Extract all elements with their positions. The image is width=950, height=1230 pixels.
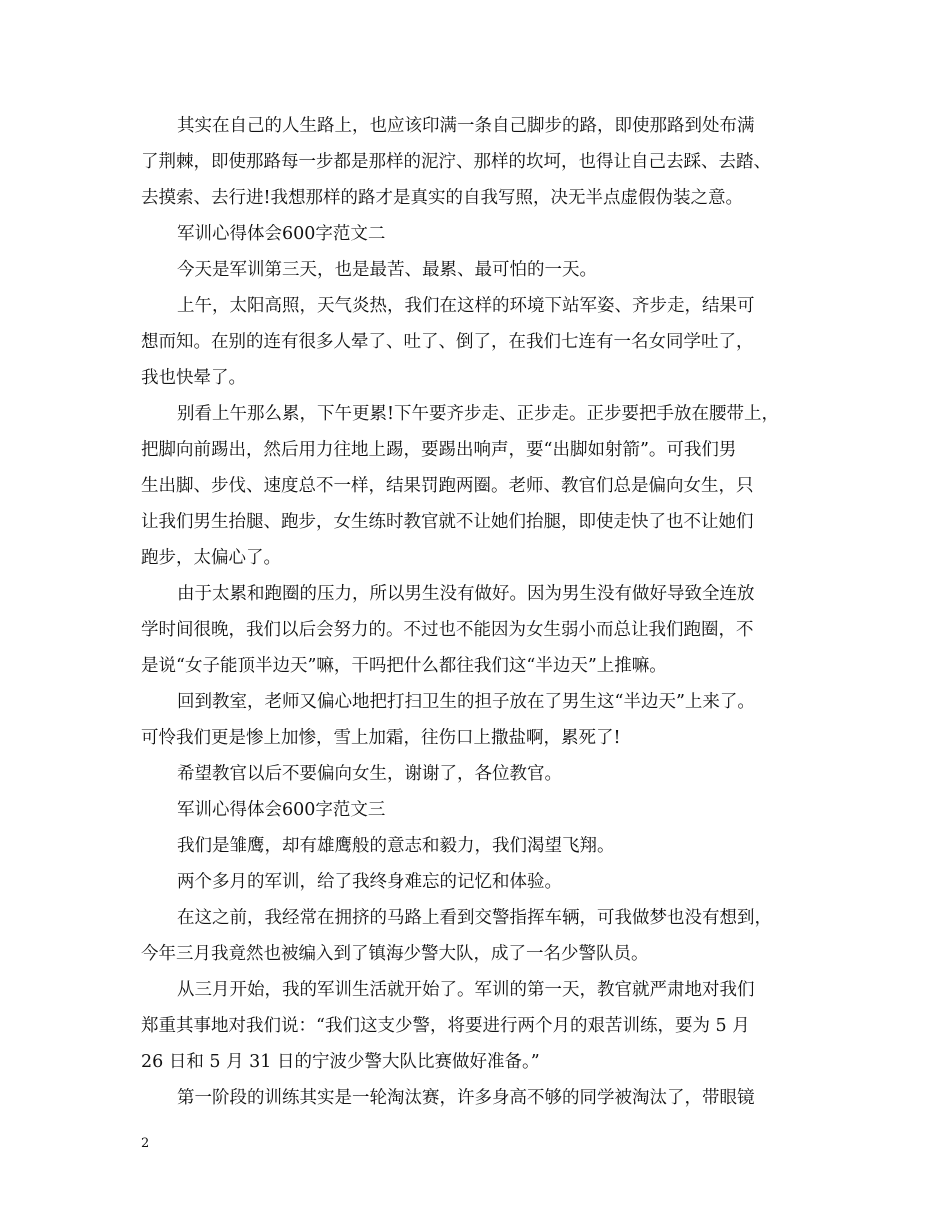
paragraph-line: 在这之前，我经常在拥挤的马路上看到交警指挥车辆，可我做梦也没有想到， [177,908,772,928]
paragraph-line: 第一阶段的训练其实是一轮淘汰赛，许多身高不够的同学被淘汰了，带眼镜 [177,1088,755,1108]
paragraph-line: 我们是雏鹰，却有雄鹰般的意志和毅力，我们渴望飞翔。 [177,836,615,856]
paragraph-line: 让我们男生抬腿、跑步，女生练时教官就不让她们抬腿，即使走快了也不让她们 [141,512,754,532]
paragraph-line: 跑步，太偏心了。 [141,548,281,568]
paragraph-line: 今年三月我竟然也被编入到了镇海少警大队，成了一名少警队员。 [141,944,649,964]
paragraph-line: 郑重其事地对我们说：“我们这支少警，将要进行两个月的艰苦训练，要为 5 月 [141,1016,750,1036]
paragraph-line: 别看上午那么累，下午更累!下午要齐步走、正步走。正步要把手放在腰带上， [177,404,780,424]
paragraph-line: 26 日和 5 月 31 日的宁波少警大队比赛做好准备。” [141,1052,540,1072]
paragraph-line: 由于太累和跑圈的压力，所以男生没有做好。因为男生没有做好导致全连放 [177,584,755,604]
paragraph-line: 是说“女子能顶半边天”嘛，干吗把什么都往我们这“半边天”上推嘛。 [141,656,667,676]
section-heading: 军训心得体会600字范文二 [177,224,386,244]
paragraph-line: 生出脚、步伐、速度总不一样，结果罚跑两圈。老师、教官们总是偏向女生，只 [141,476,754,496]
paragraph-line: 我也快晕了。 [141,368,246,388]
paragraph-line: 学时间很晚，我们以后会努力的。不过也不能因为女生弱小而总让我们跑圈，不 [141,620,754,640]
paragraph-line: 其实在自己的人生路上，也应该印满一条自己脚步的路，即使那路到处布满 [177,116,755,136]
paragraph-line: 从三月开始，我的军训生活就开始了。军训的第一天，教官就严肃地对我们 [177,980,755,1000]
page-number: 2 [141,1136,150,1151]
paragraph-line: 今天是军训第三天，也是最苦、最累、最可怕的一天。 [177,260,597,280]
paragraph-line: 想而知。在别的连有很多人晕了、吐了、倒了，在我们七连有一名女同学吐了， [141,332,754,352]
section-heading: 军训心得体会600字范文三 [177,800,386,820]
paragraph-line: 希望教官以后不要偏向女生，谢谢了，各位教官。 [177,764,562,784]
paragraph-line: 上午，太阳高照，天气炎热，我们在这样的环境下站军姿、齐步走，结果可 [177,296,755,316]
paragraph-line: 了荆棘，即使那路每一步都是那样的泥泞、那样的坎坷，也得让自己去踩、去踏、 [141,152,771,172]
paragraph-line: 回到教室，老师又偏心地把打扫卫生的担子放在了男生这“半边天”上来了。 [177,692,755,712]
paragraph-line: 去摸索、去行进!我想那样的路才是真实的自我写照，决无半点虚假伪装之意。 [141,188,744,208]
paragraph-line: 把脚向前踢出，然后用力往地上踢，要踢出响声，要“出脚如射箭”。可我们男 [141,440,737,460]
paragraph-line: 可怜我们更是惨上加惨，雪上加霜，往伤口上撒盐啊，累死了! [141,728,621,748]
paragraph-line: 两个多月的军训，给了我终身难忘的记忆和体验。 [177,872,562,892]
